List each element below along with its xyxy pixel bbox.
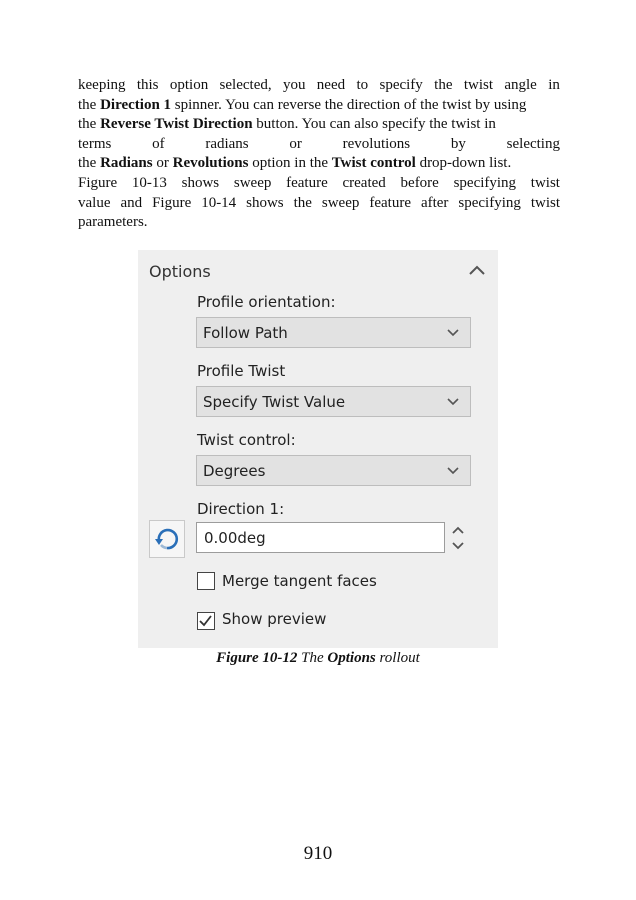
word: revolutions (342, 135, 411, 152)
word: angle (504, 77, 537, 93)
word: specifying (458, 194, 521, 211)
text-line-3: the Reverse Twist Direction button. You can also specify the twist in (78, 116, 496, 133)
show-preview-checkbox[interactable] (197, 612, 215, 630)
word: feature (369, 194, 411, 211)
profile-orientation-label: Profile orientation: (197, 293, 336, 311)
word: sweep (233, 174, 272, 191)
direction-1-label: Direction 1: (197, 500, 285, 518)
text-line-4 (78, 135, 560, 155)
word: feature (286, 174, 328, 191)
word: twist (530, 174, 560, 191)
spinner-arrows-icon[interactable] (450, 522, 466, 554)
word: in (548, 77, 560, 93)
reverse-direction-icon (153, 525, 181, 553)
word: sweep (321, 194, 360, 211)
text-line-2: the Direction 1 spinner. You can reverse the direction of the twist by using (78, 96, 527, 113)
word: radians (205, 135, 249, 152)
word: selecting (506, 135, 560, 152)
word: shows (181, 174, 220, 191)
text-line-6 (78, 174, 560, 194)
twist-control-label: Twist control: (197, 431, 296, 449)
word: the (293, 194, 312, 211)
chevron-down-icon (446, 466, 460, 476)
chevron-down-icon (446, 397, 460, 407)
figure-caption: Figure 10-12 The Options rollout (216, 650, 420, 666)
word: you (282, 77, 306, 93)
merge-tangent-faces-checkbox[interactable] (197, 572, 215, 590)
profile-twist-dropdown[interactable] (196, 386, 471, 417)
word: by (450, 135, 466, 152)
word: value (78, 194, 111, 211)
word: 10-14 (201, 194, 237, 211)
word: specify (379, 77, 423, 93)
rollout-title: Options (149, 262, 211, 281)
word: Figure (152, 194, 192, 211)
direction-1-input[interactable] (196, 522, 445, 553)
word: twist (530, 194, 560, 211)
profile-twist-value: Specify Twist Value (203, 392, 346, 411)
merge-tangent-faces-label: Merge tangent faces (222, 572, 377, 590)
word: before (400, 174, 439, 191)
word: this (136, 77, 159, 93)
word: the (434, 77, 453, 93)
text-line-1 (78, 76, 560, 96)
word: and (120, 194, 143, 211)
direction-1-value: 0.00deg (204, 528, 266, 547)
word: Figure (78, 174, 118, 191)
word: keeping (78, 77, 126, 93)
body-paragraph (78, 76, 560, 233)
profile-orientation-value: Follow Path (203, 323, 288, 342)
text-line-5: the Radians or Revolutions option in the Twist control drop-down list. (78, 155, 512, 172)
chevron-up-icon[interactable] (468, 264, 486, 276)
chevron-down-icon (446, 328, 460, 338)
word: 10-13 (131, 174, 167, 191)
word: or (289, 135, 302, 152)
word: shows (246, 194, 284, 211)
word: to (356, 77, 369, 93)
page-number: 910 (303, 843, 333, 864)
word: after (420, 194, 449, 211)
word: need (316, 77, 346, 93)
twist-control-dropdown[interactable] (196, 455, 471, 486)
text-line-8: parameters. (78, 214, 148, 231)
word: created (342, 174, 386, 191)
profile-orientation-dropdown[interactable] (196, 317, 471, 348)
text-line-7 (78, 194, 560, 214)
checkmark-icon (198, 613, 213, 628)
word: terms (78, 135, 112, 152)
show-preview-label: Show preview (222, 610, 327, 628)
word: twist (463, 77, 494, 93)
reverse-twist-direction-button[interactable] (149, 520, 185, 558)
word: option (169, 77, 209, 93)
profile-twist-label: Profile Twist (197, 362, 286, 380)
word: of (152, 135, 165, 152)
twist-control-value: Degrees (203, 461, 266, 480)
word: specifying (453, 174, 517, 191)
options-rollout-panel (138, 250, 498, 648)
word: selected, (219, 77, 272, 93)
